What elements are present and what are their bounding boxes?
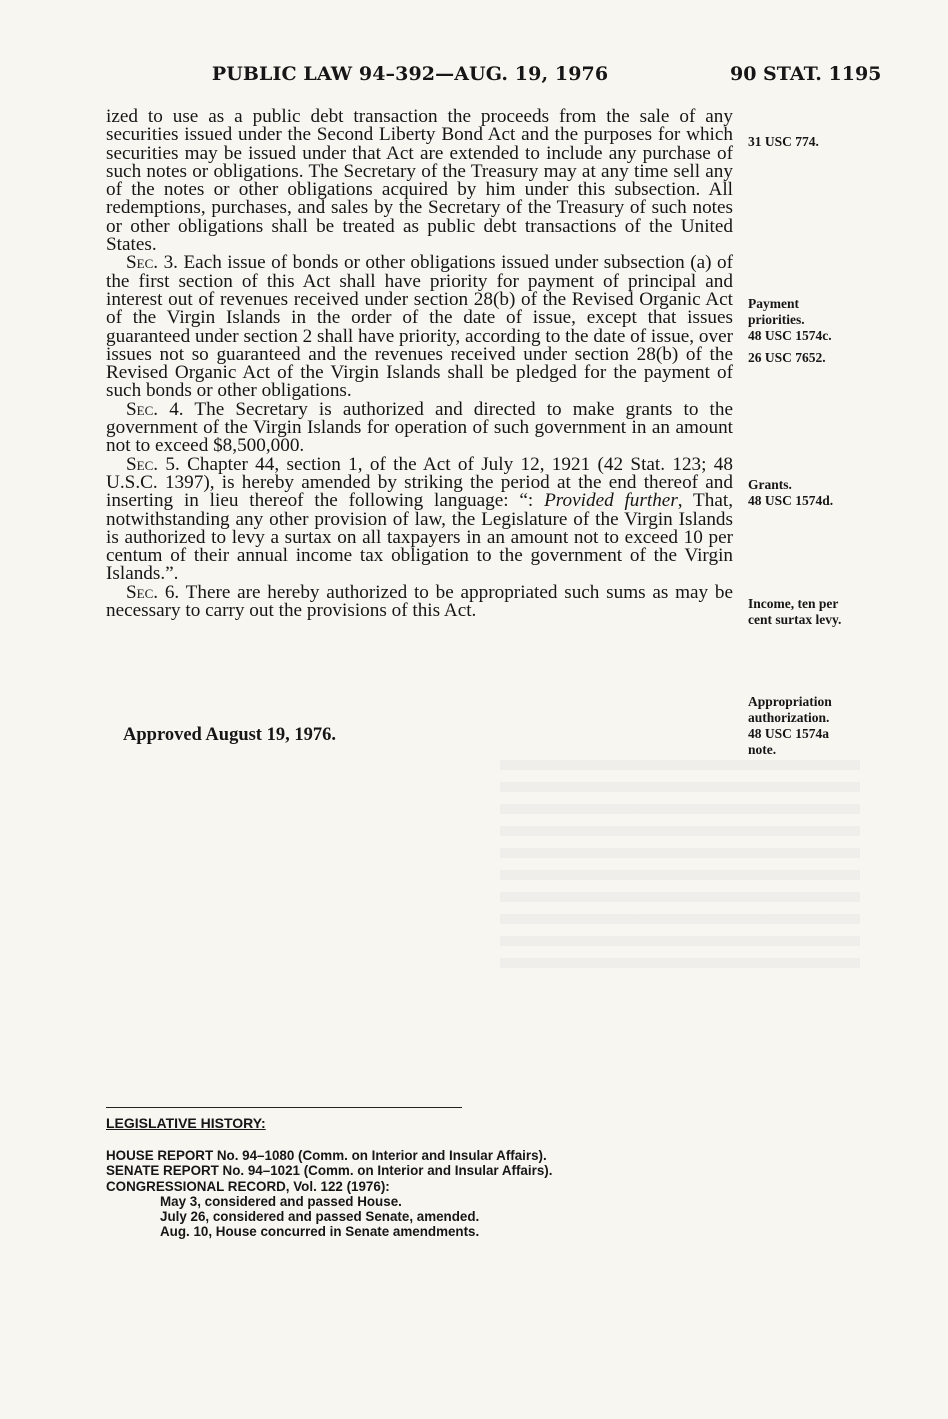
section-text: Each issue of bonds or other obligations issued under subsection (a) of the first section of this Act shall have priority for payment of principal and interest out of revenues received under section 28(b) of the Revised Organic Act of the Virgin Islands in the order of the date of issue, except that issues guaranteed under section 2 shall have priority, according to the date of issue, over issues not so guaranteed and the revenues received under section 28(b) of the Revised Organic Act of the Virgin Islands shall be pledged for the payment of such bonds or other obligations. bbox=[106, 252, 733, 402]
body-text bbox=[106, 108, 733, 620]
margin-note-line: note. bbox=[748, 742, 777, 757]
divider-rule bbox=[106, 1107, 462, 1108]
page-header-title: PUBLIC LAW 94–392—AUG. 19, 1976 bbox=[211, 63, 609, 85]
margin-note-citation: 26 USC 7652. bbox=[748, 350, 826, 365]
margin-note-payment-priorities bbox=[748, 296, 908, 366]
margin-note-citation: 31 USC 774. bbox=[748, 134, 819, 149]
margin-note-surtax bbox=[748, 596, 908, 628]
section-text: The Secretary is authorized and directed to make grants to the government of the Virgin Islands for operation of such government in an amount not to exceed $8,500,000. bbox=[106, 398, 733, 457]
section-text: Chapter 44, section 1, of the Act of July 12, 1921 (42 Stat. 123; 48 U.S.C. 1397), is hereby amended by striking the period at the end thereof and inserting in lieu thereof the following language: “: bbox=[106, 453, 733, 512]
proviso-italic: Provided further bbox=[544, 490, 678, 512]
section-text-continued: , That, notwithstanding any other provision of law, the Legislature of the Virgin Islands is authorized to levy a surtax on all taxpayers in an amount not to exceed 10 per centum of their annual income tax obligation to the government of the Virgin Islands.”. bbox=[106, 490, 733, 585]
section-label: Sec. 3. bbox=[126, 252, 178, 274]
margin-note-line: Appropriation bbox=[748, 694, 832, 709]
section-3-paragraph bbox=[106, 254, 733, 400]
margin-note-line: Income, ten per bbox=[748, 596, 839, 611]
statute-page-number: 90 STAT. 1195 bbox=[730, 63, 882, 85]
section-6-paragraph bbox=[106, 581, 733, 622]
paragraph-continuation: ized to use as a public debt transaction the proceeds from the sale of any securities issued under the Second Liberty Bond Act and the purposes for which securities may be issued under that Act are extended to include any purchase of such notes or obligations. The Secretary of the Treasury may at any time sell any of the notes or other obligations acquired by him under this subsection. All redemptions, purchases, and sales by the Secretary of the Treasury of such notes or other obligations shall be treated as public debt transactions of the United States. bbox=[106, 106, 733, 256]
approval-date: Approved August 19, 1976. bbox=[123, 725, 336, 745]
margin-note-citation: 48 USC 1574c. bbox=[748, 328, 832, 343]
history-line: CONGRESSIONAL RECORD, Vol. 122 (1976): bbox=[106, 1178, 390, 1194]
section-4-paragraph bbox=[106, 398, 733, 457]
section-label: Sec. 6. bbox=[126, 581, 180, 603]
history-subline: July 26, considered and passed Senate, amended. bbox=[160, 1209, 480, 1225]
bleed-through-texture bbox=[500, 760, 860, 980]
section-5-paragraph bbox=[106, 453, 733, 585]
legislative-history-list bbox=[106, 1148, 552, 1240]
history-line: HOUSE REPORT No. 94–1080 (Comm. on Interior and Insular Affairs). bbox=[106, 1148, 547, 1163]
margin-note-line: authorization. bbox=[748, 710, 830, 725]
margin-note-line: priorities. bbox=[748, 312, 805, 327]
margin-note-line: cent surtax levy. bbox=[748, 612, 842, 627]
history-subline: Aug. 10, House concurred in Senate amendments. bbox=[160, 1224, 480, 1240]
margin-note-grants bbox=[748, 477, 908, 509]
margin-note-citation: 48 USC 1574d. bbox=[748, 493, 834, 508]
margin-note-appropriation bbox=[748, 694, 908, 758]
section-label: Sec. 5. bbox=[126, 453, 180, 475]
section-label: Sec. 4. bbox=[126, 398, 184, 420]
legislative-history-title: LEGISLATIVE HISTORY: bbox=[106, 1115, 266, 1131]
section-text: There are hereby authorized to be appropriated such sums as may be necessary to carry out the provisions of this Act. bbox=[106, 581, 733, 622]
history-subline: May 3, considered and passed House. bbox=[160, 1193, 402, 1209]
margin-note-line: Payment bbox=[748, 296, 799, 311]
margin-note-citation: 48 USC 1574a bbox=[748, 726, 830, 741]
margin-note-line: Grants. bbox=[748, 477, 792, 492]
history-line: SENATE REPORT No. 94–1021 (Comm. on Interior and Insular Affairs). bbox=[106, 1163, 553, 1179]
